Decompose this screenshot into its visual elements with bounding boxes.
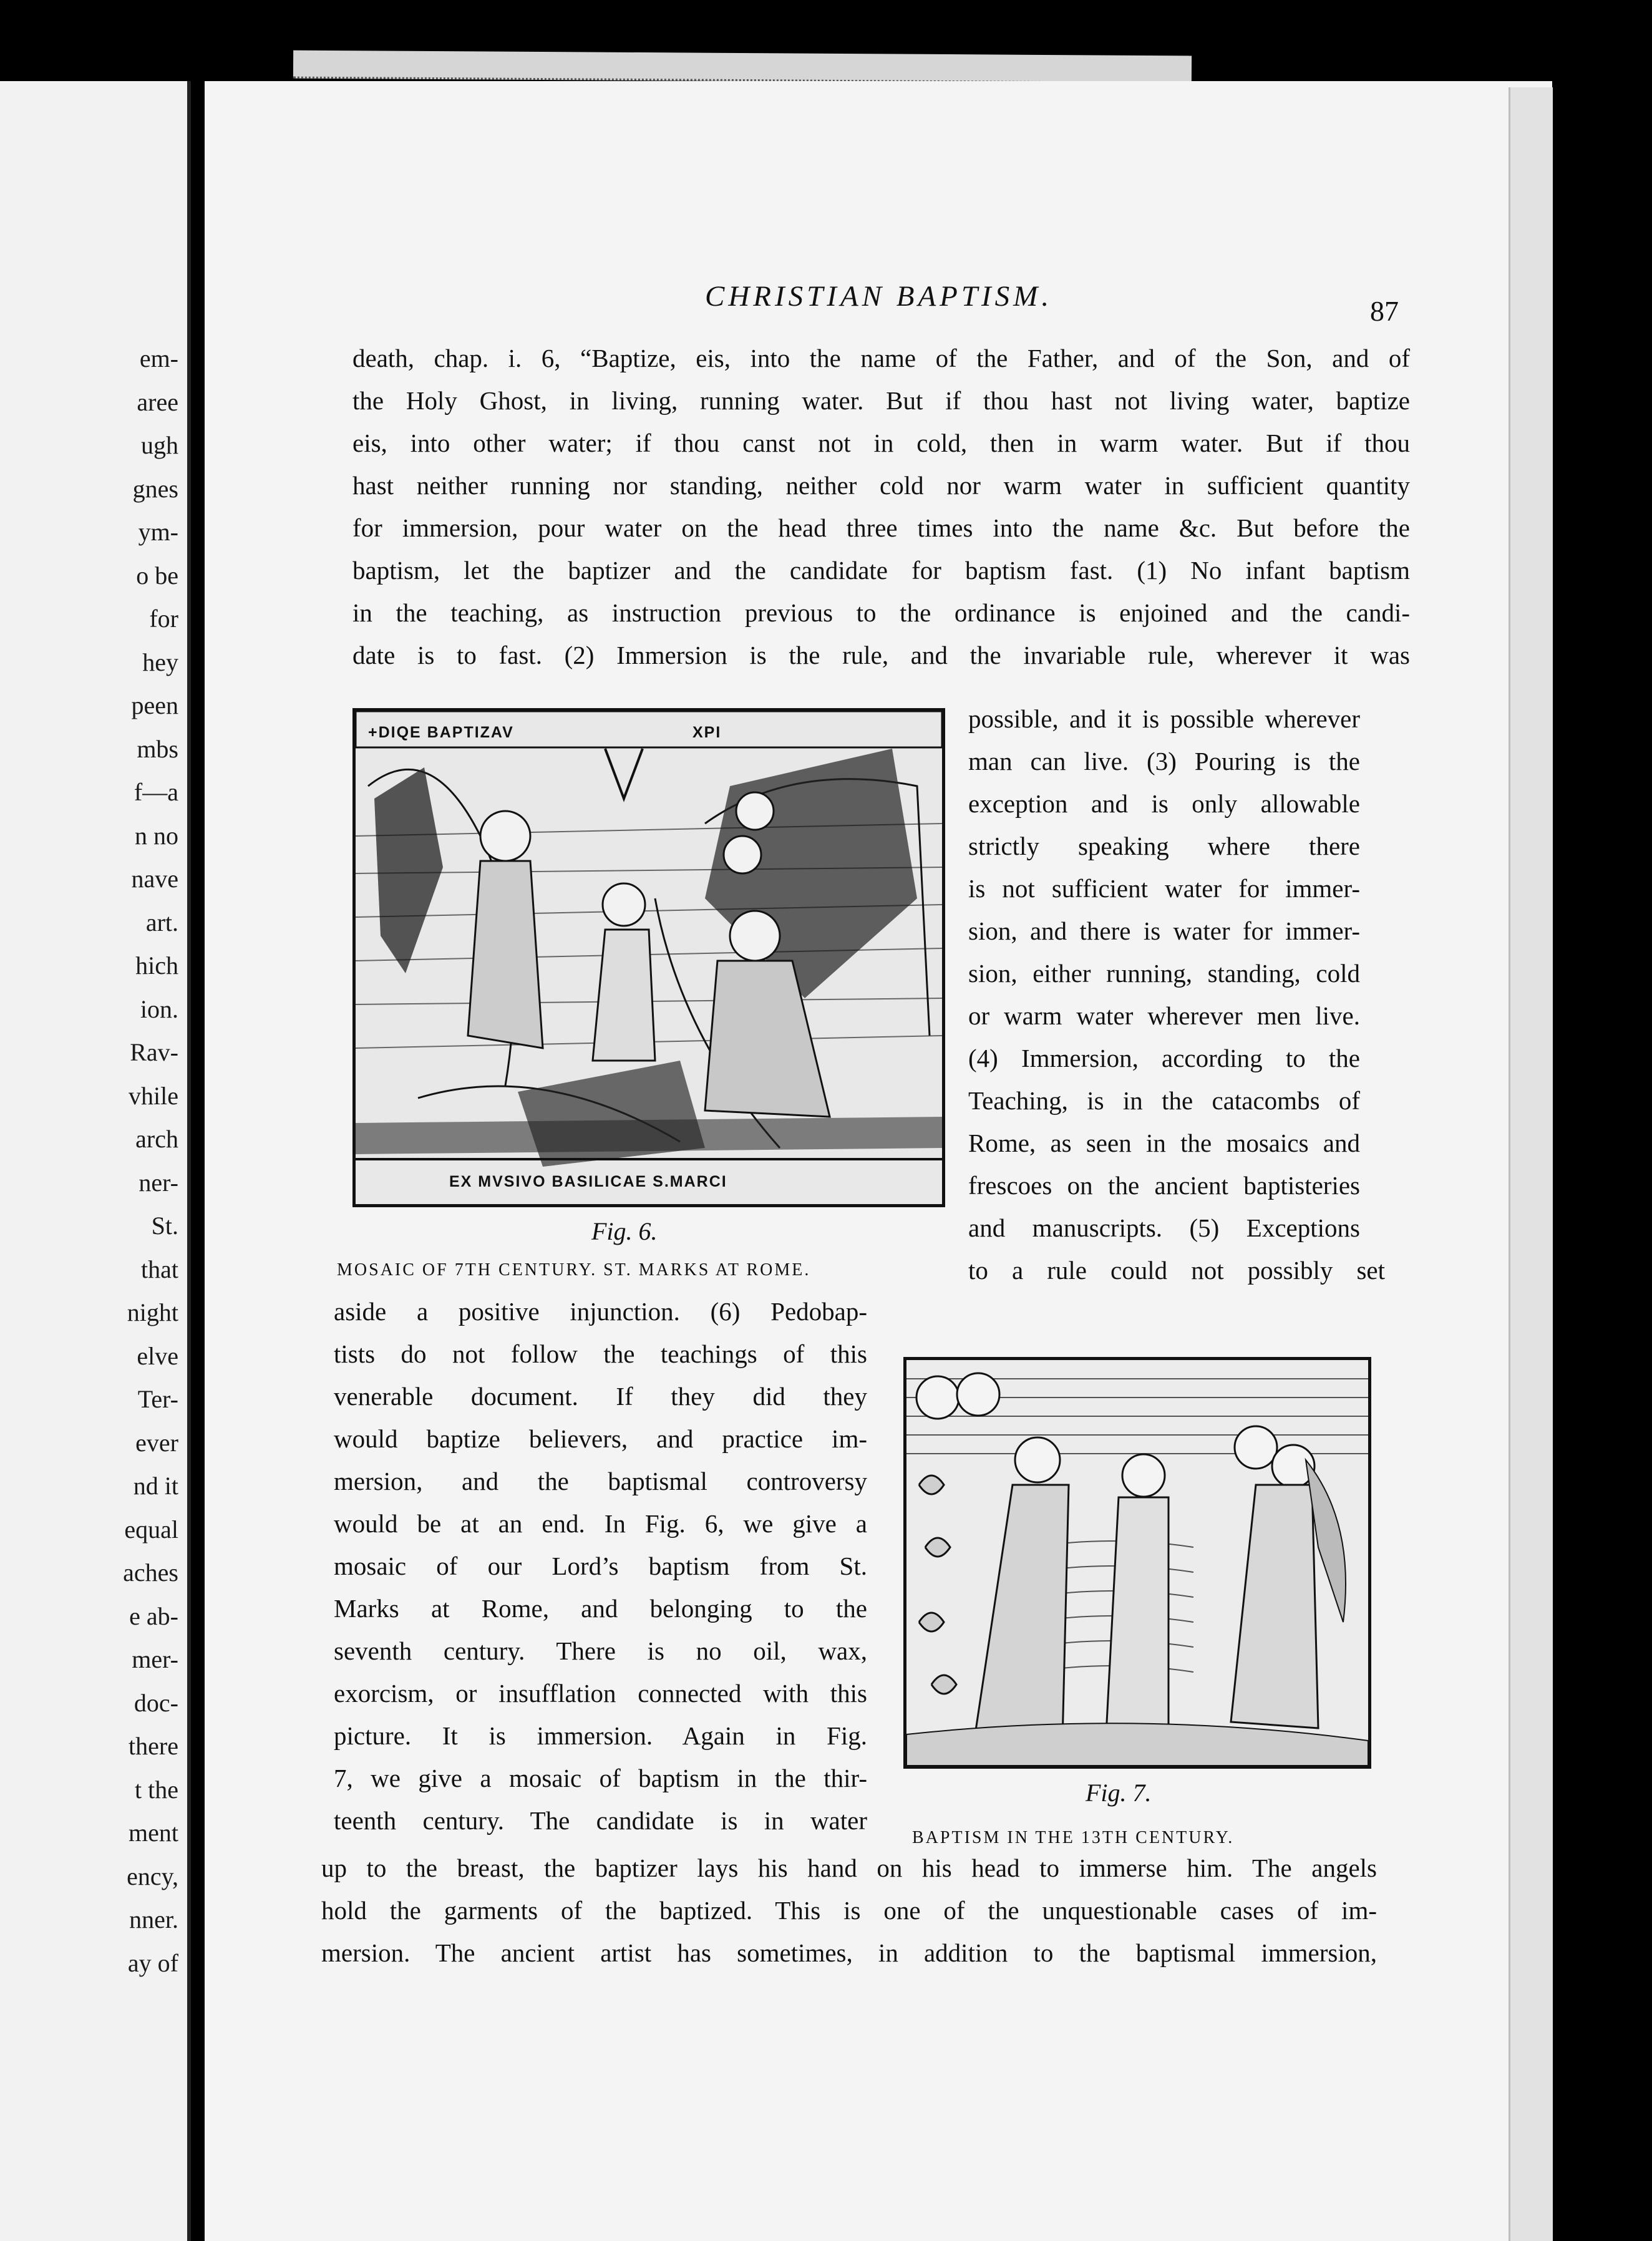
text-line: sion, and there is water for immer- bbox=[968, 916, 1360, 945]
text-line: to a rule could not possibly set bbox=[968, 1256, 1385, 1285]
page-number: 87 bbox=[1370, 295, 1399, 327]
left-page-fragment: St. bbox=[151, 1212, 178, 1240]
left-page-fragment: nd it bbox=[133, 1472, 178, 1500]
left-page-fragment: mer- bbox=[132, 1645, 178, 1673]
text-line: mersion, and the baptismal controversy bbox=[334, 1467, 867, 1495]
left-page bbox=[0, 81, 191, 2241]
fig6-caption: MOSAIC OF 7TH CENTURY. ST. MARKS AT ROME. bbox=[337, 1260, 811, 1280]
fig6-mosaic-illustration bbox=[356, 711, 942, 1204]
text-line: or warm water wherever men live. bbox=[968, 1001, 1360, 1030]
left-page-fragment: art. bbox=[145, 908, 178, 936]
left-page-fragment: ner- bbox=[138, 1168, 178, 1197]
fig6-image bbox=[352, 708, 945, 1207]
fig6-inscription-left: +DIQE BAPTIZAV bbox=[368, 724, 514, 741]
top-page-edge bbox=[293, 51, 1192, 84]
fig7-caption: BAPTISM IN THE 13TH CENTURY. bbox=[912, 1828, 1235, 1847]
left-page-fragment: peen bbox=[131, 691, 178, 719]
text-line: 7, we give a mosaic of baptism in the thir- bbox=[334, 1764, 867, 1792]
fig6-label: Fig. 6. bbox=[591, 1217, 658, 1245]
left-page-fragment: mbs bbox=[137, 734, 178, 763]
text-line: in the teaching, as instruction previous to the ordinance is enjoined and the candi- bbox=[352, 598, 1410, 627]
text-line: would baptize believers, and practice im- bbox=[334, 1424, 867, 1453]
left-page-fragment: nave bbox=[131, 865, 178, 893]
text-line: death, chap. i. 6, “Baptize, eis, into the name of the Father, and of the Son, and of bbox=[352, 344, 1410, 372]
text-line: Rome, as seen in the mosaics and bbox=[968, 1129, 1360, 1157]
left-page-fragment: for bbox=[149, 605, 178, 633]
text-line: the Holy Ghost, in living, running water. But if thou hast not living water, baptize bbox=[352, 386, 1410, 415]
left-page-fragment: vhile bbox=[129, 1081, 178, 1110]
text-line: eis, into other water; if thou canst not in cold, then in warm water. But if thou bbox=[352, 429, 1410, 457]
left-page-fragment: em- bbox=[139, 344, 178, 372]
left-page-fragment: n no bbox=[135, 821, 178, 850]
text-line: Teaching, is in the catacombs of bbox=[968, 1086, 1360, 1115]
right-page-edge bbox=[1509, 87, 1553, 2241]
text-line: is not sufficient water for immer- bbox=[968, 874, 1360, 903]
text-line: frescoes on the ancient baptisteries bbox=[968, 1171, 1360, 1200]
text-line: man can live. (3) Pouring is the bbox=[968, 747, 1360, 775]
text-line: sion, either running, standing, cold bbox=[968, 959, 1360, 988]
text-line: baptism, let the baptizer and the candidate for baptism fast. (1) No infant baptism bbox=[352, 556, 1410, 585]
fig7-image bbox=[903, 1357, 1371, 1769]
text-line: up to the breast, the baptizer lays his hand on his head to immerse him. The angels bbox=[321, 1854, 1377, 1882]
left-page-text-fragments bbox=[123, 337, 178, 1985]
left-page-fragment: o be bbox=[136, 561, 178, 590]
running-title: CHRISTIAN BAPTISM. bbox=[705, 280, 1053, 313]
left-page-fragment: there bbox=[129, 1732, 178, 1760]
left-page-fragment: hich bbox=[135, 951, 178, 980]
text-line: mosaic of our Lord’s baptism from St. bbox=[334, 1552, 867, 1580]
left-page-fragment: ay of bbox=[127, 1948, 178, 1977]
text-line: teenth century. The candidate is in water bbox=[334, 1806, 867, 1835]
left-page-fragment: ugh bbox=[141, 431, 178, 459]
text-line: exorcism, or insufflation connected with this bbox=[334, 1679, 867, 1708]
text-line: for immersion, pour water on the head three times into the name &c. But before the bbox=[352, 513, 1410, 542]
text-line: strictly speaking where there bbox=[968, 832, 1360, 860]
fig6-inscription-bottom: EX MVSIVO BASILICAE S.MARCI bbox=[449, 1173, 727, 1190]
text-line: possible, and it is possible wherever bbox=[968, 704, 1360, 733]
text-line: venerable document. If they did they bbox=[334, 1382, 867, 1411]
left-page-fragment: t the bbox=[135, 1775, 178, 1804]
left-page-fragment: ion. bbox=[140, 994, 178, 1023]
left-page-fragment: gnes bbox=[132, 474, 178, 503]
left-page-fragment: ym- bbox=[138, 518, 178, 546]
text-line: seventh century. There is no oil, wax, bbox=[334, 1636, 867, 1665]
left-page-fragment: e ab- bbox=[129, 1602, 178, 1630]
text-line: picture. It is immersion. Again in Fig. bbox=[334, 1721, 867, 1750]
left-page-fragment: aree bbox=[137, 387, 178, 416]
text-line: aside a positive injunction. (6) Pedobap- bbox=[334, 1297, 867, 1326]
left-page-fragment: ency, bbox=[127, 1862, 178, 1890]
left-page-fragment: ment bbox=[129, 1819, 178, 1847]
fig6-inscription-right: XPI bbox=[692, 724, 722, 741]
fig7-mosaic-illustration bbox=[906, 1360, 1368, 1766]
left-page-fragment: doc- bbox=[134, 1688, 178, 1717]
text-line: mersion. The ancient artist has sometimes, in addition to the baptismal immersion, bbox=[321, 1938, 1377, 1967]
text-line: hast neither running nor standing, neither cold nor warm water in sufficient quantity bbox=[352, 471, 1410, 500]
left-page-fragment: equal bbox=[124, 1515, 178, 1543]
left-page-fragment: hey bbox=[142, 648, 178, 676]
text-line: Marks at Rome, and belonging to the bbox=[334, 1594, 867, 1623]
left-page-fragment: ever bbox=[135, 1428, 178, 1457]
left-page-fragment: f—a bbox=[134, 778, 178, 806]
text-line: would be at an end. In Fig. 6, we give a bbox=[334, 1509, 867, 1538]
text-line: tists do not follow the teachings of this bbox=[334, 1339, 867, 1368]
left-page-fragment: elve bbox=[137, 1341, 178, 1370]
left-page-fragment: nner. bbox=[129, 1905, 178, 1933]
left-page-fragment: aches bbox=[123, 1558, 178, 1587]
left-page-fragment: Ter- bbox=[137, 1385, 178, 1413]
fig7-label: Fig. 7. bbox=[1086, 1779, 1152, 1807]
text-line: hold the garments of the baptized. This is one of the unquestionable cases of im- bbox=[321, 1896, 1377, 1925]
text-line: (4) Immersion, according to the bbox=[968, 1044, 1360, 1072]
text-line: and manuscripts. (5) Exceptions bbox=[968, 1213, 1360, 1242]
text-line: exception and is only allowable bbox=[968, 789, 1360, 818]
left-page-fragment: Rav- bbox=[130, 1038, 178, 1066]
text-line: date is to fast. (2) Immersion is the rule, and the invariable rule, wherever it was bbox=[352, 641, 1410, 669]
left-page-fragment: night bbox=[127, 1298, 178, 1326]
left-page-fragment: arch bbox=[135, 1125, 178, 1153]
left-page-fragment: that bbox=[141, 1255, 178, 1283]
